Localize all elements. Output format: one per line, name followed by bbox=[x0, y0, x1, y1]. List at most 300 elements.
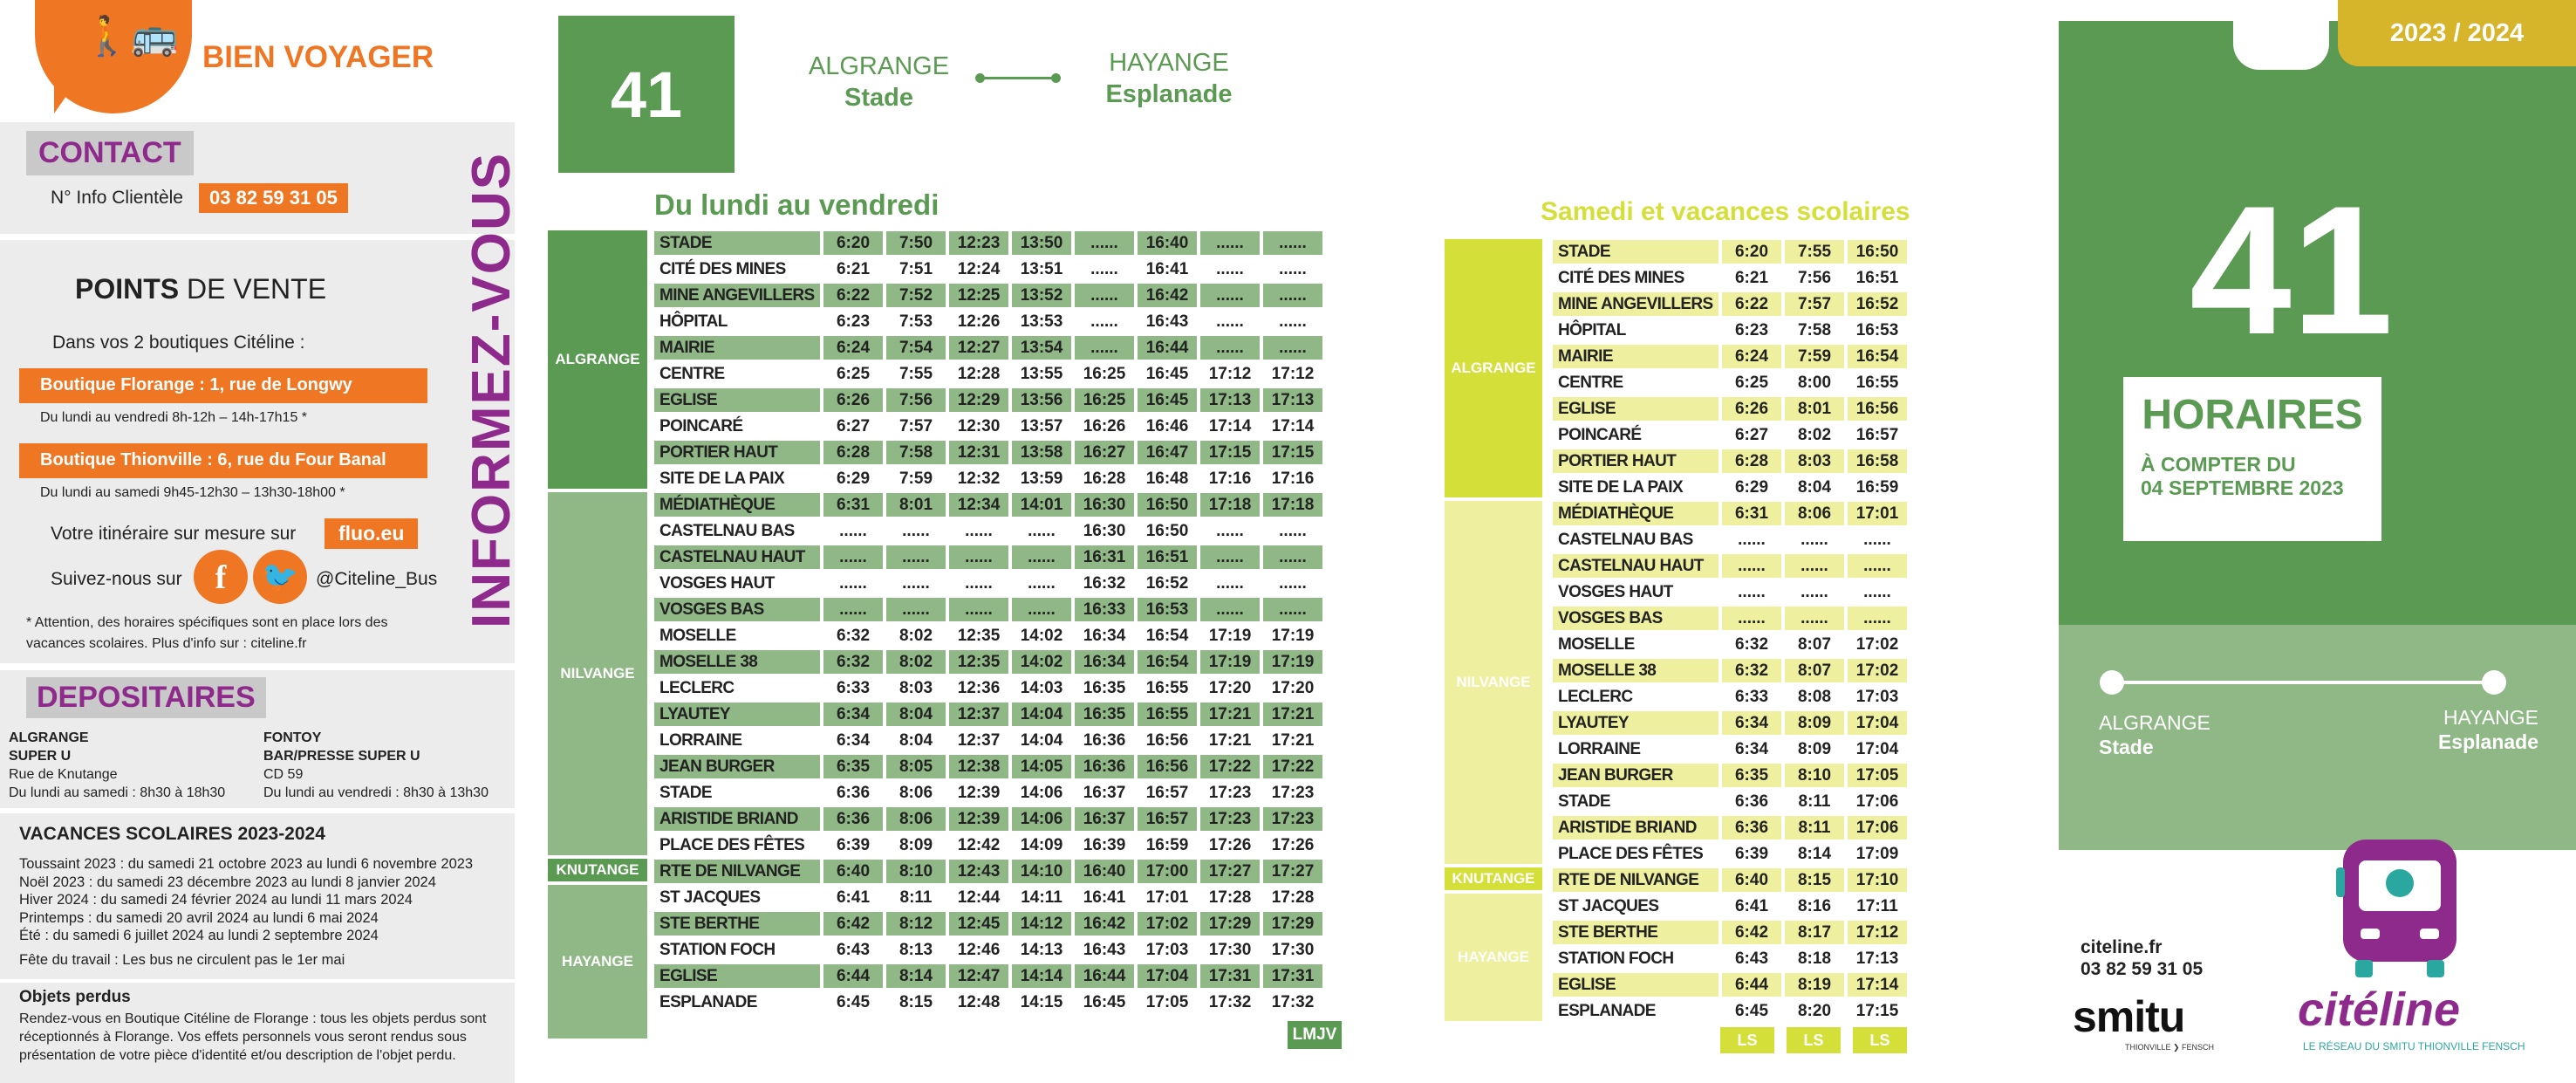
departure-time: 14:13 bbox=[1012, 938, 1071, 962]
section-label: KNUTANGE bbox=[548, 859, 647, 881]
objets-line: Rendez-vous en Boutique Citéline de Florange : tous les objets perdus sont bbox=[19, 1011, 487, 1026]
weekday-footer: LMJV bbox=[1288, 1021, 1342, 1049]
departure-time: 6:24 bbox=[823, 336, 883, 360]
departure-time: 16:35 bbox=[1075, 703, 1134, 726]
timetable-row bbox=[654, 415, 1322, 438]
departure-time: 17:21 bbox=[1263, 703, 1322, 726]
social-handle: @Citeline_Bus bbox=[316, 569, 438, 589]
departure-time: 16:51 bbox=[1138, 545, 1197, 569]
departure-time: 6:34 bbox=[823, 703, 883, 726]
departure-time: 14:06 bbox=[1012, 807, 1071, 831]
departure-time: 17:16 bbox=[1263, 467, 1322, 490]
departure-time: 12:46 bbox=[949, 938, 1008, 962]
timetable-row bbox=[1553, 607, 1907, 630]
departure-time: 6:29 bbox=[1722, 476, 1781, 499]
departure-time: 17:14 bbox=[1200, 415, 1260, 438]
cover-route-line bbox=[2111, 681, 2495, 684]
departure-time: ...... bbox=[1200, 310, 1260, 333]
departure-time: 16:52 bbox=[1848, 292, 1907, 316]
departure-time: 16:47 bbox=[1138, 441, 1197, 464]
departure-time: 17:26 bbox=[1263, 833, 1322, 857]
departure-time: ...... bbox=[1263, 545, 1322, 569]
departure-time: ...... bbox=[1012, 598, 1071, 621]
departure-time: 7:56 bbox=[1785, 266, 1844, 290]
departure-time: 14:04 bbox=[1012, 729, 1071, 752]
departure-time: 12:37 bbox=[949, 703, 1008, 726]
departure-time: 17:16 bbox=[1200, 467, 1260, 490]
timetable-row bbox=[1553, 423, 1907, 447]
cover-to-city: HAYANGE bbox=[2443, 706, 2538, 729]
timetable-row bbox=[654, 545, 1322, 569]
timetable-row bbox=[1553, 685, 1907, 709]
departure-time: 16:41 bbox=[1138, 257, 1197, 281]
departure-time: 7:55 bbox=[886, 362, 946, 386]
timetable-row bbox=[654, 624, 1322, 648]
departure-time: 8:11 bbox=[1785, 790, 1844, 813]
departure-time: 17:19 bbox=[1263, 650, 1322, 674]
timetable-row bbox=[1553, 816, 1907, 840]
timetable-row bbox=[1553, 764, 1907, 787]
departure-time: 6:33 bbox=[823, 676, 883, 700]
departure-time: 16:26 bbox=[1075, 415, 1134, 438]
departure-time: ...... bbox=[949, 545, 1008, 569]
departure-time: 8:09 bbox=[1785, 711, 1844, 735]
timetable-row bbox=[1553, 266, 1907, 290]
departure-time: 17:13 bbox=[1200, 388, 1260, 412]
departure-time: ...... bbox=[1263, 284, 1322, 307]
timetable-row bbox=[654, 284, 1322, 307]
stop-name: ST JACQUES bbox=[1553, 895, 1718, 918]
cover-website[interactable]: citeline.fr bbox=[2081, 937, 2163, 957]
departure-time: 7:52 bbox=[886, 284, 946, 307]
departure-time: 8:01 bbox=[886, 493, 946, 517]
departure-time: 17:04 bbox=[1138, 964, 1197, 988]
departure-time: 12:43 bbox=[949, 860, 1008, 883]
objets-line: présentation de votre pièce d'identité et/ou description de l'objet perdu. bbox=[19, 1048, 456, 1063]
route-dot-start bbox=[975, 73, 985, 83]
stop-name: CASTELNAU HAUT bbox=[1553, 554, 1718, 578]
departure-time: ...... bbox=[1075, 284, 1134, 307]
stop-name: EGLISE bbox=[1553, 973, 1718, 997]
departure-time: 12:45 bbox=[949, 912, 1008, 936]
timetable-row bbox=[654, 362, 1322, 386]
stop-name: CENTRE bbox=[1553, 371, 1718, 394]
departure-time: 14:06 bbox=[1012, 781, 1071, 805]
cover-phone[interactable]: 03 82 59 31 05 bbox=[2081, 959, 2204, 979]
stop-name: ARISTIDE BRIAND bbox=[654, 807, 820, 831]
departure-time: 16:40 bbox=[1138, 231, 1197, 255]
departure-time: 14:10 bbox=[1012, 860, 1071, 883]
departure-time: 6:25 bbox=[1722, 371, 1781, 394]
citeline-logo: citéline bbox=[2298, 984, 2461, 1036]
weekday-table bbox=[651, 229, 1326, 1017]
departure-time: ...... bbox=[1200, 336, 1260, 360]
timetable-row bbox=[1553, 528, 1907, 552]
departure-time: 8:19 bbox=[1785, 973, 1844, 997]
departure-time: 14:11 bbox=[1012, 886, 1071, 909]
stop-name: CASTELNAU HAUT bbox=[654, 545, 820, 569]
departure-time: 7:57 bbox=[1785, 292, 1844, 316]
departure-time: 17:30 bbox=[1263, 938, 1322, 962]
departure-time: 16:44 bbox=[1075, 964, 1134, 988]
departure-time: 13:51 bbox=[1012, 257, 1071, 281]
departure-time: 17:26 bbox=[1200, 833, 1260, 857]
stop-name: HÔPITAL bbox=[654, 310, 820, 333]
departure-time: 6:21 bbox=[1722, 266, 1781, 290]
departure-time: ...... bbox=[1263, 310, 1322, 333]
departure-time: 8:15 bbox=[886, 990, 946, 1014]
timetable-row bbox=[654, 860, 1322, 883]
section-label: KNUTANGE bbox=[1445, 867, 1542, 890]
departure-time: 16:30 bbox=[1075, 493, 1134, 517]
departure-time: 17:30 bbox=[1200, 938, 1260, 962]
departure-time: 17:18 bbox=[1200, 493, 1260, 517]
departure-time: 16:52 bbox=[1138, 572, 1197, 595]
stop-name: JEAN BURGER bbox=[1553, 764, 1718, 787]
stop-name: LYAUTEY bbox=[1553, 711, 1718, 735]
departure-time: 17:31 bbox=[1263, 964, 1322, 988]
departure-time: 13:56 bbox=[1012, 388, 1071, 412]
departure-time: 6:34 bbox=[823, 729, 883, 752]
departure-time: 17:02 bbox=[1848, 633, 1907, 656]
departure-time: 16:42 bbox=[1138, 284, 1197, 307]
departure-time: ...... bbox=[1722, 528, 1781, 552]
timetable-row bbox=[1553, 292, 1907, 316]
departure-time: ...... bbox=[1785, 554, 1844, 578]
departure-time: 17:28 bbox=[1200, 886, 1260, 909]
walker-bus-icon: 🚶🚌 bbox=[83, 15, 179, 58]
departure-time: 16:35 bbox=[1075, 676, 1134, 700]
departure-time: ...... bbox=[1848, 554, 1907, 578]
cover-dot-start bbox=[2100, 670, 2124, 695]
stop-name: CASTELNAU BAS bbox=[654, 519, 820, 543]
departure-time: 16:55 bbox=[1138, 676, 1197, 700]
departure-time: 6:32 bbox=[1722, 633, 1781, 656]
timetable-row bbox=[1553, 554, 1907, 578]
departure-time: 13:58 bbox=[1012, 441, 1071, 464]
departure-time: ...... bbox=[1722, 554, 1781, 578]
fluo-link[interactable]: fluo.eu bbox=[325, 518, 418, 549]
departure-time: 8:16 bbox=[1785, 895, 1844, 918]
departure-time: 6:27 bbox=[1722, 423, 1781, 447]
timetable-row bbox=[654, 467, 1322, 490]
timetable-row bbox=[654, 807, 1322, 831]
departure-time: 6:43 bbox=[823, 938, 883, 962]
departure-time: ...... bbox=[1200, 284, 1260, 307]
departure-time: 17:21 bbox=[1263, 729, 1322, 752]
stop-name: EGLISE bbox=[654, 964, 820, 988]
shop-florange-hours: Du lundi au vendredi 8h-12h – 14h-17h15 * bbox=[40, 410, 308, 425]
from-city: ALGRANGE bbox=[808, 52, 950, 80]
dep-city: ALGRANGE bbox=[9, 730, 89, 745]
departure-time: 14:09 bbox=[1012, 833, 1071, 857]
stop-name: PORTIER HAUT bbox=[654, 441, 820, 464]
departure-time: 12:34 bbox=[949, 493, 1008, 517]
smitu-subtitle: THIONVILLE ❯ FENSCH bbox=[2125, 1043, 2215, 1052]
stop-name: CASTELNAU BAS bbox=[1553, 528, 1718, 552]
cover-notch bbox=[2233, 0, 2329, 70]
departure-time: 16:53 bbox=[1138, 598, 1197, 621]
departure-time: 13:59 bbox=[1012, 467, 1071, 490]
shops-intro: Dans vos 2 boutiques Citéline : bbox=[52, 332, 305, 353]
depositaires-title: DEPOSITAIRES bbox=[26, 677, 266, 718]
departure-time: 8:10 bbox=[1785, 764, 1844, 787]
departure-time: 14:05 bbox=[1012, 755, 1071, 778]
departure-time: 17:32 bbox=[1263, 990, 1322, 1014]
departure-time: 17:03 bbox=[1848, 685, 1907, 709]
stop-name: ST JACQUES bbox=[654, 886, 820, 909]
stop-name: MINE ANGEVILLERS bbox=[1553, 292, 1718, 316]
stop-name: VOSGES BAS bbox=[654, 598, 820, 621]
departure-time: 17:11 bbox=[1848, 895, 1907, 918]
departure-time: ...... bbox=[1075, 257, 1134, 281]
cover-from-stop: Stade bbox=[2099, 736, 2154, 758]
shop-thionville[interactable]: Boutique Thionville : 6, rue du Four Banal bbox=[19, 443, 427, 478]
twitter-icon[interactable]: 🐦 bbox=[253, 550, 307, 604]
departure-time: 17:23 bbox=[1263, 781, 1322, 805]
departure-time: 12:30 bbox=[949, 415, 1008, 438]
departure-time: 12:32 bbox=[949, 467, 1008, 490]
departure-time: 16:41 bbox=[1075, 886, 1134, 909]
stop-name: POINCARÉ bbox=[1553, 423, 1718, 447]
departure-time: 7:58 bbox=[886, 441, 946, 464]
departure-time: 17:10 bbox=[1848, 868, 1907, 892]
departure-time: 8:04 bbox=[1785, 476, 1844, 499]
brand-title: BIEN VOYAGER bbox=[202, 40, 434, 74]
dep-address: Rue de Knutange bbox=[9, 767, 118, 782]
departure-time: 6:34 bbox=[1722, 737, 1781, 761]
stop-name: VOSGES HAUT bbox=[654, 572, 820, 595]
stop-name: MÉDIATHÈQUE bbox=[654, 493, 820, 517]
timetable-row bbox=[1553, 711, 1907, 735]
timetable-row bbox=[654, 388, 1322, 412]
stop-name: PLACE DES FÊTES bbox=[1553, 842, 1718, 866]
timetable-row bbox=[654, 729, 1322, 752]
timetable-row bbox=[1553, 842, 1907, 866]
saturday-title: Samedi et vacances scolaires bbox=[1541, 197, 1910, 226]
departure-time: 17:01 bbox=[1848, 502, 1907, 525]
departure-time: 12:37 bbox=[949, 729, 1008, 752]
cover-number: 41 bbox=[2190, 168, 2394, 373]
departure-time: 16:25 bbox=[1075, 388, 1134, 412]
timetable-row bbox=[654, 519, 1322, 543]
timetable-row bbox=[1553, 476, 1907, 499]
departure-time: 6:36 bbox=[823, 807, 883, 831]
departure-time: ...... bbox=[1012, 519, 1071, 543]
departure-time: 8:15 bbox=[1785, 868, 1844, 892]
fete-travail: Fête du travail : Les bus ne circulent pas le 1er mai bbox=[19, 952, 345, 968]
timetable-row bbox=[1553, 999, 1907, 1023]
stop-name: STATION FOCH bbox=[1553, 947, 1718, 970]
departure-time: 6:28 bbox=[1722, 449, 1781, 473]
departure-time: ...... bbox=[886, 572, 946, 595]
route-dot-end bbox=[1051, 73, 1061, 83]
timetable-row bbox=[1553, 659, 1907, 682]
departure-time: 6:44 bbox=[823, 964, 883, 988]
departure-time: 17:12 bbox=[1263, 362, 1322, 386]
logo-tail bbox=[54, 79, 79, 113]
departure-time: 16:37 bbox=[1075, 807, 1134, 831]
departure-time: 16:56 bbox=[1138, 729, 1197, 752]
departure-time: 16:50 bbox=[1848, 240, 1907, 264]
footer-ls: LS bbox=[1853, 1027, 1907, 1053]
objets-line: réceptionnés à Florange. Vos effets personnels vous seront rendus sous bbox=[19, 1030, 467, 1045]
timetable-row bbox=[1553, 580, 1907, 604]
departure-time: 17:09 bbox=[1848, 842, 1907, 866]
departure-time: 6:21 bbox=[823, 257, 883, 281]
cover-from bbox=[2099, 710, 2210, 759]
departure-time: ...... bbox=[949, 519, 1008, 543]
departure-time: 17:01 bbox=[1138, 886, 1197, 909]
departure-time: 12:27 bbox=[949, 336, 1008, 360]
departure-time: 7:54 bbox=[886, 336, 946, 360]
departure-time: 12:48 bbox=[949, 990, 1008, 1014]
departure-time: 16:36 bbox=[1075, 755, 1134, 778]
departure-time: ...... bbox=[949, 572, 1008, 595]
cover-to-stop: Esplanade bbox=[2437, 730, 2538, 753]
year-tab: 2023 / 2024 bbox=[2338, 0, 2576, 66]
departure-time: 8:14 bbox=[1785, 842, 1844, 866]
departure-time: ...... bbox=[1200, 598, 1260, 621]
timetable-row bbox=[1553, 895, 1907, 918]
shop-florange[interactable]: Boutique Florange : 1, rue de Longwy bbox=[19, 368, 427, 403]
departure-time: 17:27 bbox=[1200, 860, 1260, 883]
departure-time: 7:53 bbox=[886, 310, 946, 333]
note-line2: vacances scolaires. Plus d'info sur : citeline.fr bbox=[26, 636, 307, 651]
departure-time: ...... bbox=[949, 598, 1008, 621]
departure-time: 17:04 bbox=[1848, 711, 1907, 735]
depositaire-fontoy bbox=[263, 729, 489, 802]
departure-time: 8:07 bbox=[1785, 633, 1844, 656]
departure-time: 17:23 bbox=[1263, 807, 1322, 831]
stop-name: STADE bbox=[654, 781, 820, 805]
informez-vous-banner: INFORMEZ-VOUS bbox=[461, 151, 522, 628]
departure-time: ...... bbox=[1722, 607, 1781, 630]
dep-hours: Du lundi au samedi : 8h30 à 18h30 bbox=[9, 785, 226, 800]
stop-name: RTE DE NILVANGE bbox=[654, 860, 820, 883]
departure-time: 16:44 bbox=[1138, 336, 1197, 360]
vacances-title: VACANCES SCOLAIRES 2023-2024 bbox=[19, 824, 325, 844]
timetable-row bbox=[1553, 502, 1907, 525]
departure-time: ...... bbox=[1785, 607, 1844, 630]
departure-time: ...... bbox=[1785, 580, 1844, 604]
departure-time: 6:44 bbox=[1722, 973, 1781, 997]
cover-to bbox=[2355, 705, 2538, 754]
departure-time: 17:32 bbox=[1200, 990, 1260, 1014]
timetable-row bbox=[654, 912, 1322, 936]
departure-time: 6:41 bbox=[823, 886, 883, 909]
departure-time: 8:07 bbox=[1785, 659, 1844, 682]
departure-time: 6:20 bbox=[1722, 240, 1781, 264]
departure-time: ...... bbox=[823, 598, 883, 621]
timetable-row bbox=[1553, 973, 1907, 997]
stop-name: CITÉ DES MINES bbox=[1553, 266, 1718, 290]
departure-time: 8:20 bbox=[1785, 999, 1844, 1023]
smitu-logo: smitu bbox=[2073, 992, 2185, 1041]
departure-time: 7:59 bbox=[1785, 345, 1844, 368]
timetable-row bbox=[654, 781, 1322, 805]
departure-time: 16:28 bbox=[1075, 467, 1134, 490]
timetable-row bbox=[654, 755, 1322, 778]
departure-time: 8:12 bbox=[886, 912, 946, 936]
departure-time: 7:59 bbox=[886, 467, 946, 490]
contact-phone[interactable]: 03 82 59 31 05 bbox=[199, 183, 348, 213]
departure-time: 17:28 bbox=[1263, 886, 1322, 909]
departure-time: ...... bbox=[1785, 528, 1844, 552]
departure-time: 8:04 bbox=[886, 703, 946, 726]
departure-time: 14:15 bbox=[1012, 990, 1071, 1014]
departure-time: 6:25 bbox=[823, 362, 883, 386]
stop-name: STE BERTHE bbox=[1553, 921, 1718, 944]
stop-name: VOSGES BAS bbox=[1553, 607, 1718, 630]
departure-time: 12:39 bbox=[949, 781, 1008, 805]
departure-time: 12:31 bbox=[949, 441, 1008, 464]
timetable-row bbox=[654, 310, 1322, 333]
departure-time: 16:54 bbox=[1138, 624, 1197, 648]
timetable-row bbox=[1553, 790, 1907, 813]
departure-time: 17:21 bbox=[1200, 729, 1260, 752]
vacances-line: Printemps : du samedi 20 avril 2024 au lundi 6 mai 2024 bbox=[19, 909, 379, 926]
saturday-footer bbox=[1720, 1027, 1907, 1053]
departure-time: ...... bbox=[1263, 336, 1322, 360]
departure-time: 16:34 bbox=[1075, 624, 1134, 648]
stop-name: CITÉ DES MINES bbox=[654, 257, 820, 281]
timetable-row bbox=[654, 833, 1322, 857]
departure-time: 17:20 bbox=[1263, 676, 1322, 700]
departure-time: 17:20 bbox=[1200, 676, 1260, 700]
departure-time: 17:15 bbox=[1848, 999, 1907, 1023]
timetable-row bbox=[1553, 371, 1907, 394]
departure-time: 12:28 bbox=[949, 362, 1008, 386]
departure-time: 17:15 bbox=[1200, 441, 1260, 464]
departure-time: 14:02 bbox=[1012, 650, 1071, 674]
horaires-title: HORAIRES bbox=[2142, 392, 2363, 438]
departure-time: ...... bbox=[1263, 519, 1322, 543]
departure-time: 17:14 bbox=[1848, 973, 1907, 997]
departure-time: 12:44 bbox=[949, 886, 1008, 909]
stop-name: EGLISE bbox=[654, 388, 820, 412]
departure-time: 17:22 bbox=[1200, 755, 1260, 778]
departure-time: ...... bbox=[1263, 257, 1322, 281]
dep-hours: Du lundi au vendredi : 8h30 à 13h30 bbox=[263, 785, 489, 800]
departure-time: 6:28 bbox=[823, 441, 883, 464]
stop-name: SITE DE LA PAIX bbox=[654, 467, 820, 490]
stop-name: EGLISE bbox=[1553, 397, 1718, 421]
to-stop: Esplanade bbox=[1105, 80, 1233, 108]
stop-name: HÔPITAL bbox=[1553, 319, 1718, 342]
dep-name: SUPER U bbox=[9, 749, 72, 764]
departure-time: 7:57 bbox=[886, 415, 946, 438]
departure-time: 13:54 bbox=[1012, 336, 1071, 360]
section-label: ALGRANGE bbox=[1445, 239, 1542, 497]
timetable-row bbox=[1553, 868, 1907, 892]
timetable-row bbox=[1553, 633, 1907, 656]
objets-title: Objets perdus bbox=[19, 988, 131, 1006]
timetable-row bbox=[654, 493, 1322, 517]
departure-time: 17:03 bbox=[1138, 938, 1197, 962]
vacances-line: Toussaint 2023 : du samedi 21 octobre 2023 au lundi 6 novembre 2023 bbox=[19, 856, 474, 872]
departure-time: 17:13 bbox=[1848, 947, 1907, 970]
departure-time: 16:55 bbox=[1848, 371, 1907, 394]
facebook-icon[interactable]: f bbox=[194, 550, 248, 604]
departure-time: 14:02 bbox=[1012, 624, 1071, 648]
departure-time: 17:23 bbox=[1200, 781, 1260, 805]
departure-time: ...... bbox=[1848, 580, 1907, 604]
departure-time: 8:09 bbox=[886, 833, 946, 857]
departure-time: 12:42 bbox=[949, 833, 1008, 857]
departure-time: 7:55 bbox=[1785, 240, 1844, 264]
departure-time: 17:19 bbox=[1200, 624, 1260, 648]
